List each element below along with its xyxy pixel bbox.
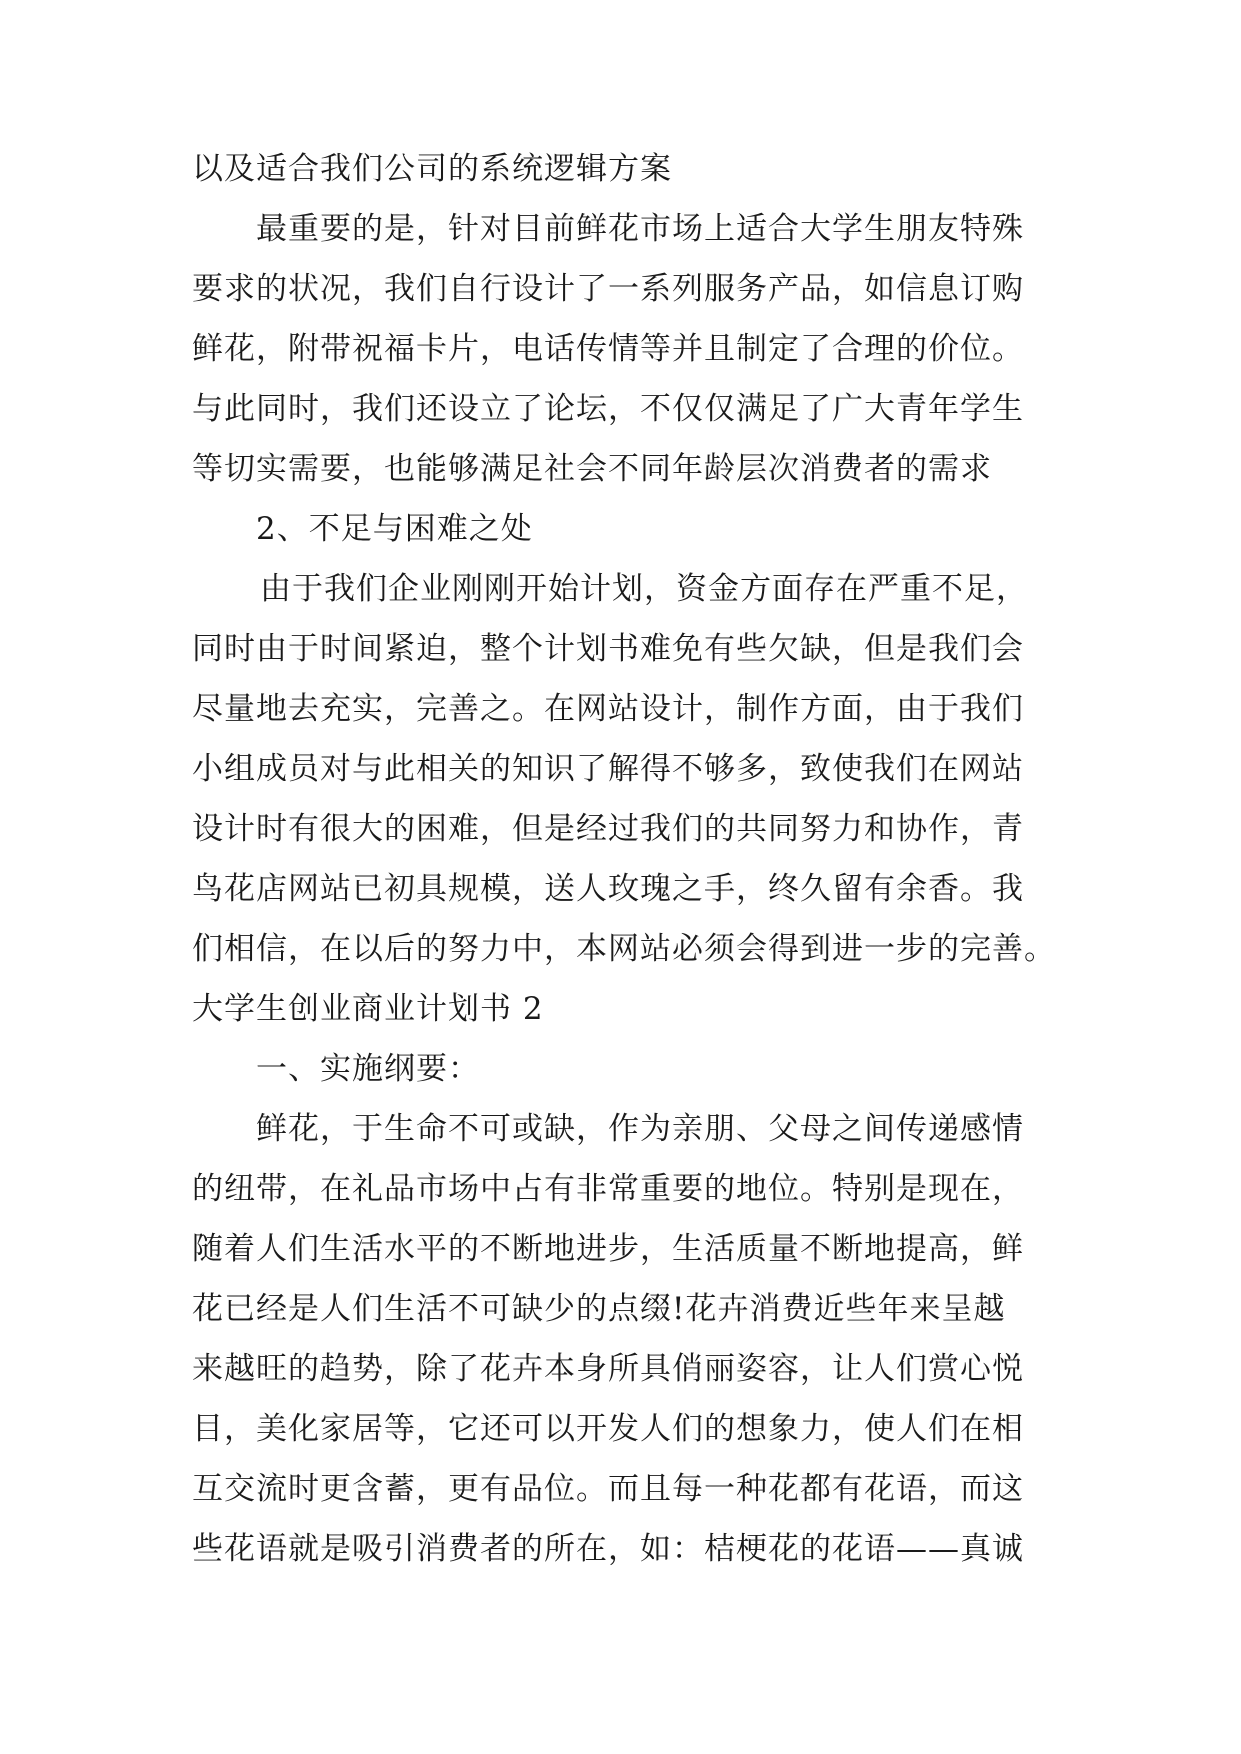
text-line: 随着人们生活水平的不断地进步，生活质量不断地提高，鲜 (192, 1231, 1024, 1267)
text-line: 等切实需要，也能够满足社会不同年龄层次消费者的需求 (192, 451, 992, 487)
text-line: 要求的状况，我们自行设计了一系列服务产品，如信息订购 (192, 271, 1024, 307)
text-line: 的纽带，在礼品市场中占有非常重要的地位。特别是现在， (192, 1171, 1024, 1207)
text-line: 们相信，在以后的努力中，本网站必须会得到进一步的完善。 (192, 931, 1056, 967)
paragraph-first-line: 鲜花，于生命不可或缺，作为亲朋、父母之间传递感情 (256, 1111, 1024, 1147)
text-line: 小组成员对与此相关的知识了解得不够多，致使我们在网站 (192, 751, 1024, 787)
text-line: 同时由于时间紧迫，整个计划书难免有些欠缺，但是我们会 (192, 631, 1024, 667)
text-line: 鸟花店网站已初具规模，送人玫瑰之手，终久留有余香。我 (192, 871, 1024, 907)
paragraph-first-line: 最重要的是，针对目前鲜花市场上适合大学生朋友特殊 (256, 211, 1024, 247)
text-line: 花已经是人们生活不可缺少的点缀!花卉消费近些年来呈越 (192, 1291, 1006, 1327)
section-heading: 2、不足与困难之处 (256, 511, 533, 547)
text-line: 以及适合我们公司的系统逻辑方案 (192, 151, 672, 187)
text-line: 鲜花，附带祝福卡片，电话传情等并且制定了合理的价位。 (192, 331, 1024, 367)
text-line: 来越旺的趋势，除了花卉本身所具俏丽姿容，让人们赏心悦 (192, 1351, 1024, 1387)
document-title: 大学生创业商业计划书 2 (192, 991, 544, 1027)
section-heading: 一、实施纲要： (256, 1051, 480, 1087)
text-line: 目，美化家居等，它还可以开发人们的想象力，使人们在相 (192, 1411, 1024, 1447)
text-line: 尽量地去充实，完善之。在网站设计，制作方面，由于我们 (192, 691, 1024, 727)
text-line: 与此同时，我们还设立了论坛，不仅仅满足了广大青年学生 (192, 391, 1024, 427)
paragraph-first-line: 由于我们企业刚刚开始计划，资金方面存在严重不足， (260, 571, 1028, 607)
text-line: 设计时有很大的困难，但是经过我们的共同努力和协作，青 (192, 811, 1024, 847)
text-line: 些花语就是吸引消费者的所在，如：桔梗花的花语——真诚 (192, 1531, 1024, 1567)
text-line: 互交流时更含蓄，更有品位。而且每一种花都有花语，而这 (192, 1471, 1024, 1507)
